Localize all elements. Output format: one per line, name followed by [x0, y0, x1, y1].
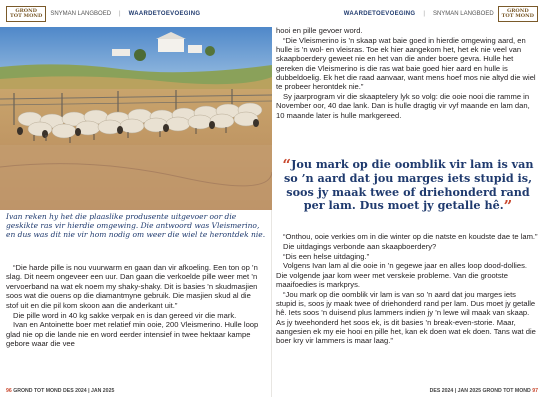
right-paragraph: Sy jaarprogram vir die skaaptelery lyk so volg: die ooie nooi die ramme in November oor, 40 dae lank. Dan is hulle dragtig vir vyf maande en lam dan, 10 maande later is hulle markgereed. — [276, 92, 530, 120]
right-paragraph: “Jou mark op die oomblik vir lam is van so ’n aard dat jou marges iets stupid is, soos jy maak twee of driehonderd rand per lam. Dus moet jy getalle hê. Iets soos ’n duisend plus lammers indien jy ’n lewe wil maak van skaap. As jy tweehonderd het soos ek, is dit basies ’n break-even-storie. Maar, aangesien ek my eie hooi en pille het, kan ek doen wat ek doen. Tans wat die boer kry vir lammers is maar laag.” — [276, 289, 536, 346]
right-body-text-top — [276, 26, 538, 120]
pull-quote — [278, 158, 538, 214]
pull-quote-text: Jou mark op die oomblik vir lam is van so ’n aard dat jou marges iets stupid is, soos jy maak twee of driehonderd rand per lam. Dus moet jy getalle hê. — [283, 157, 534, 213]
right-header — [272, 0, 544, 27]
left-paragraph: Die pille word in 40 kg sakke verpak en is dan gereed vir die mark. — [13, 310, 237, 320]
logo-line1-right: GROND — [506, 7, 529, 14]
logo-line2-right: TOT MOND — [501, 12, 534, 19]
open-quote-mark: “ — [282, 156, 292, 174]
header-author-right: SNYMAN LANGBOED — [432, 10, 494, 17]
left-page-number: 96 — [6, 388, 12, 394]
right-paragraph: Die uitdagings verbonde aan skaapboerdery? — [283, 241, 437, 251]
right-footer-text: DES 2024 | JAN 2025 GROND TOT MOND — [429, 388, 531, 394]
sheep-feedlot-photo — [0, 27, 272, 210]
right-footer — [430, 388, 538, 394]
header-divider: | — [119, 10, 121, 17]
header-divider-right: | — [423, 10, 425, 17]
grond-tot-mond-logo-right — [498, 6, 538, 22]
right-body-text-bottom — [276, 232, 538, 346]
left-body-text — [6, 263, 264, 349]
logo-line2: TOT MOND — [10, 12, 43, 19]
right-paragraph: hooi en pille gevoer word. — [276, 26, 363, 35]
right-page-number: 97 — [532, 388, 538, 394]
caption-text: Ivan reken hy het die plaaslike produsente uitgevoer oor die geskikte ras vir hierdie omgewing. Die antwoord was Vleismerino, en dus was dit nie vir hom nodig om weer die wiel te herontdek nie. — [6, 212, 266, 239]
header-section-right: WAARDETOEVOEGING — [343, 10, 416, 17]
header-section: WAARDETOEVOEGING — [128, 10, 201, 17]
right-paragraph: “Die Vleismerino is ’n skaap wat baie goed in hierdie omgewing aard, en hulle is ’n wol- en vleisras. Toe ek hier aangekom het, het ek nie veel van skaapboerdery geweet nie en het van die ander boere gevra. Hulle het gereken die Vleismerino is die ras wat baie goed hier aard en hulle is dubbeldoelig. Ek het die raad aanvaar, want mens hoef mos nie altyd die wiel te probeer herontdek nie.” — [276, 35, 536, 92]
grond-tot-mond-logo — [6, 6, 46, 22]
left-paragraph: Ivan en Antoinette boer met relatief min ooie, 200 Vleismerino. Hulle loop glad nie op die lande nie en word eerder intensief in twee hektaar kampe gebore waar die vee — [6, 320, 259, 349]
close-quote-mark: ” — [503, 197, 513, 216]
photo-caption — [6, 212, 266, 239]
right-paragraph: “Dis een helse uitdaging.” — [283, 251, 370, 261]
logo-line1: GROND — [15, 7, 38, 14]
header-author: SNYMAN LANGBOED — [50, 10, 112, 17]
left-footer — [6, 388, 114, 394]
left-footer-text: GROND TOT MOND DES 2024 | JAN 2025 — [13, 388, 115, 394]
right-paragraph: Volgens Ivan lam al die ooie in ’n gegewe jaar en alles loop dood-dollies. Die volgende jaar kom weer met verskeie probleme. Van die grootste maaifoedies is markprys. — [276, 261, 528, 289]
right-paragraph: “Onthou, ooie verkies om in die winter op die natste en koudste dae te lam.” — [283, 232, 538, 241]
left-paragraph: “Die harde pille is nou vuurwarm en gaan dan vir afkoeling. Een ton op ’n slag. Dit neem ongeveer een uur. Dan gaan die verkoelde pille weer met ’n vervoerband na wat ek noem my shaky-shaky. Dit is basies ’n skudmasjien soos wat die ouens op die diamantmyne gebruik. Die masjien skud al die stof uit en die pil kom skoon aan die anderkant uit.” — [6, 263, 258, 310]
left-header — [0, 0, 272, 27]
